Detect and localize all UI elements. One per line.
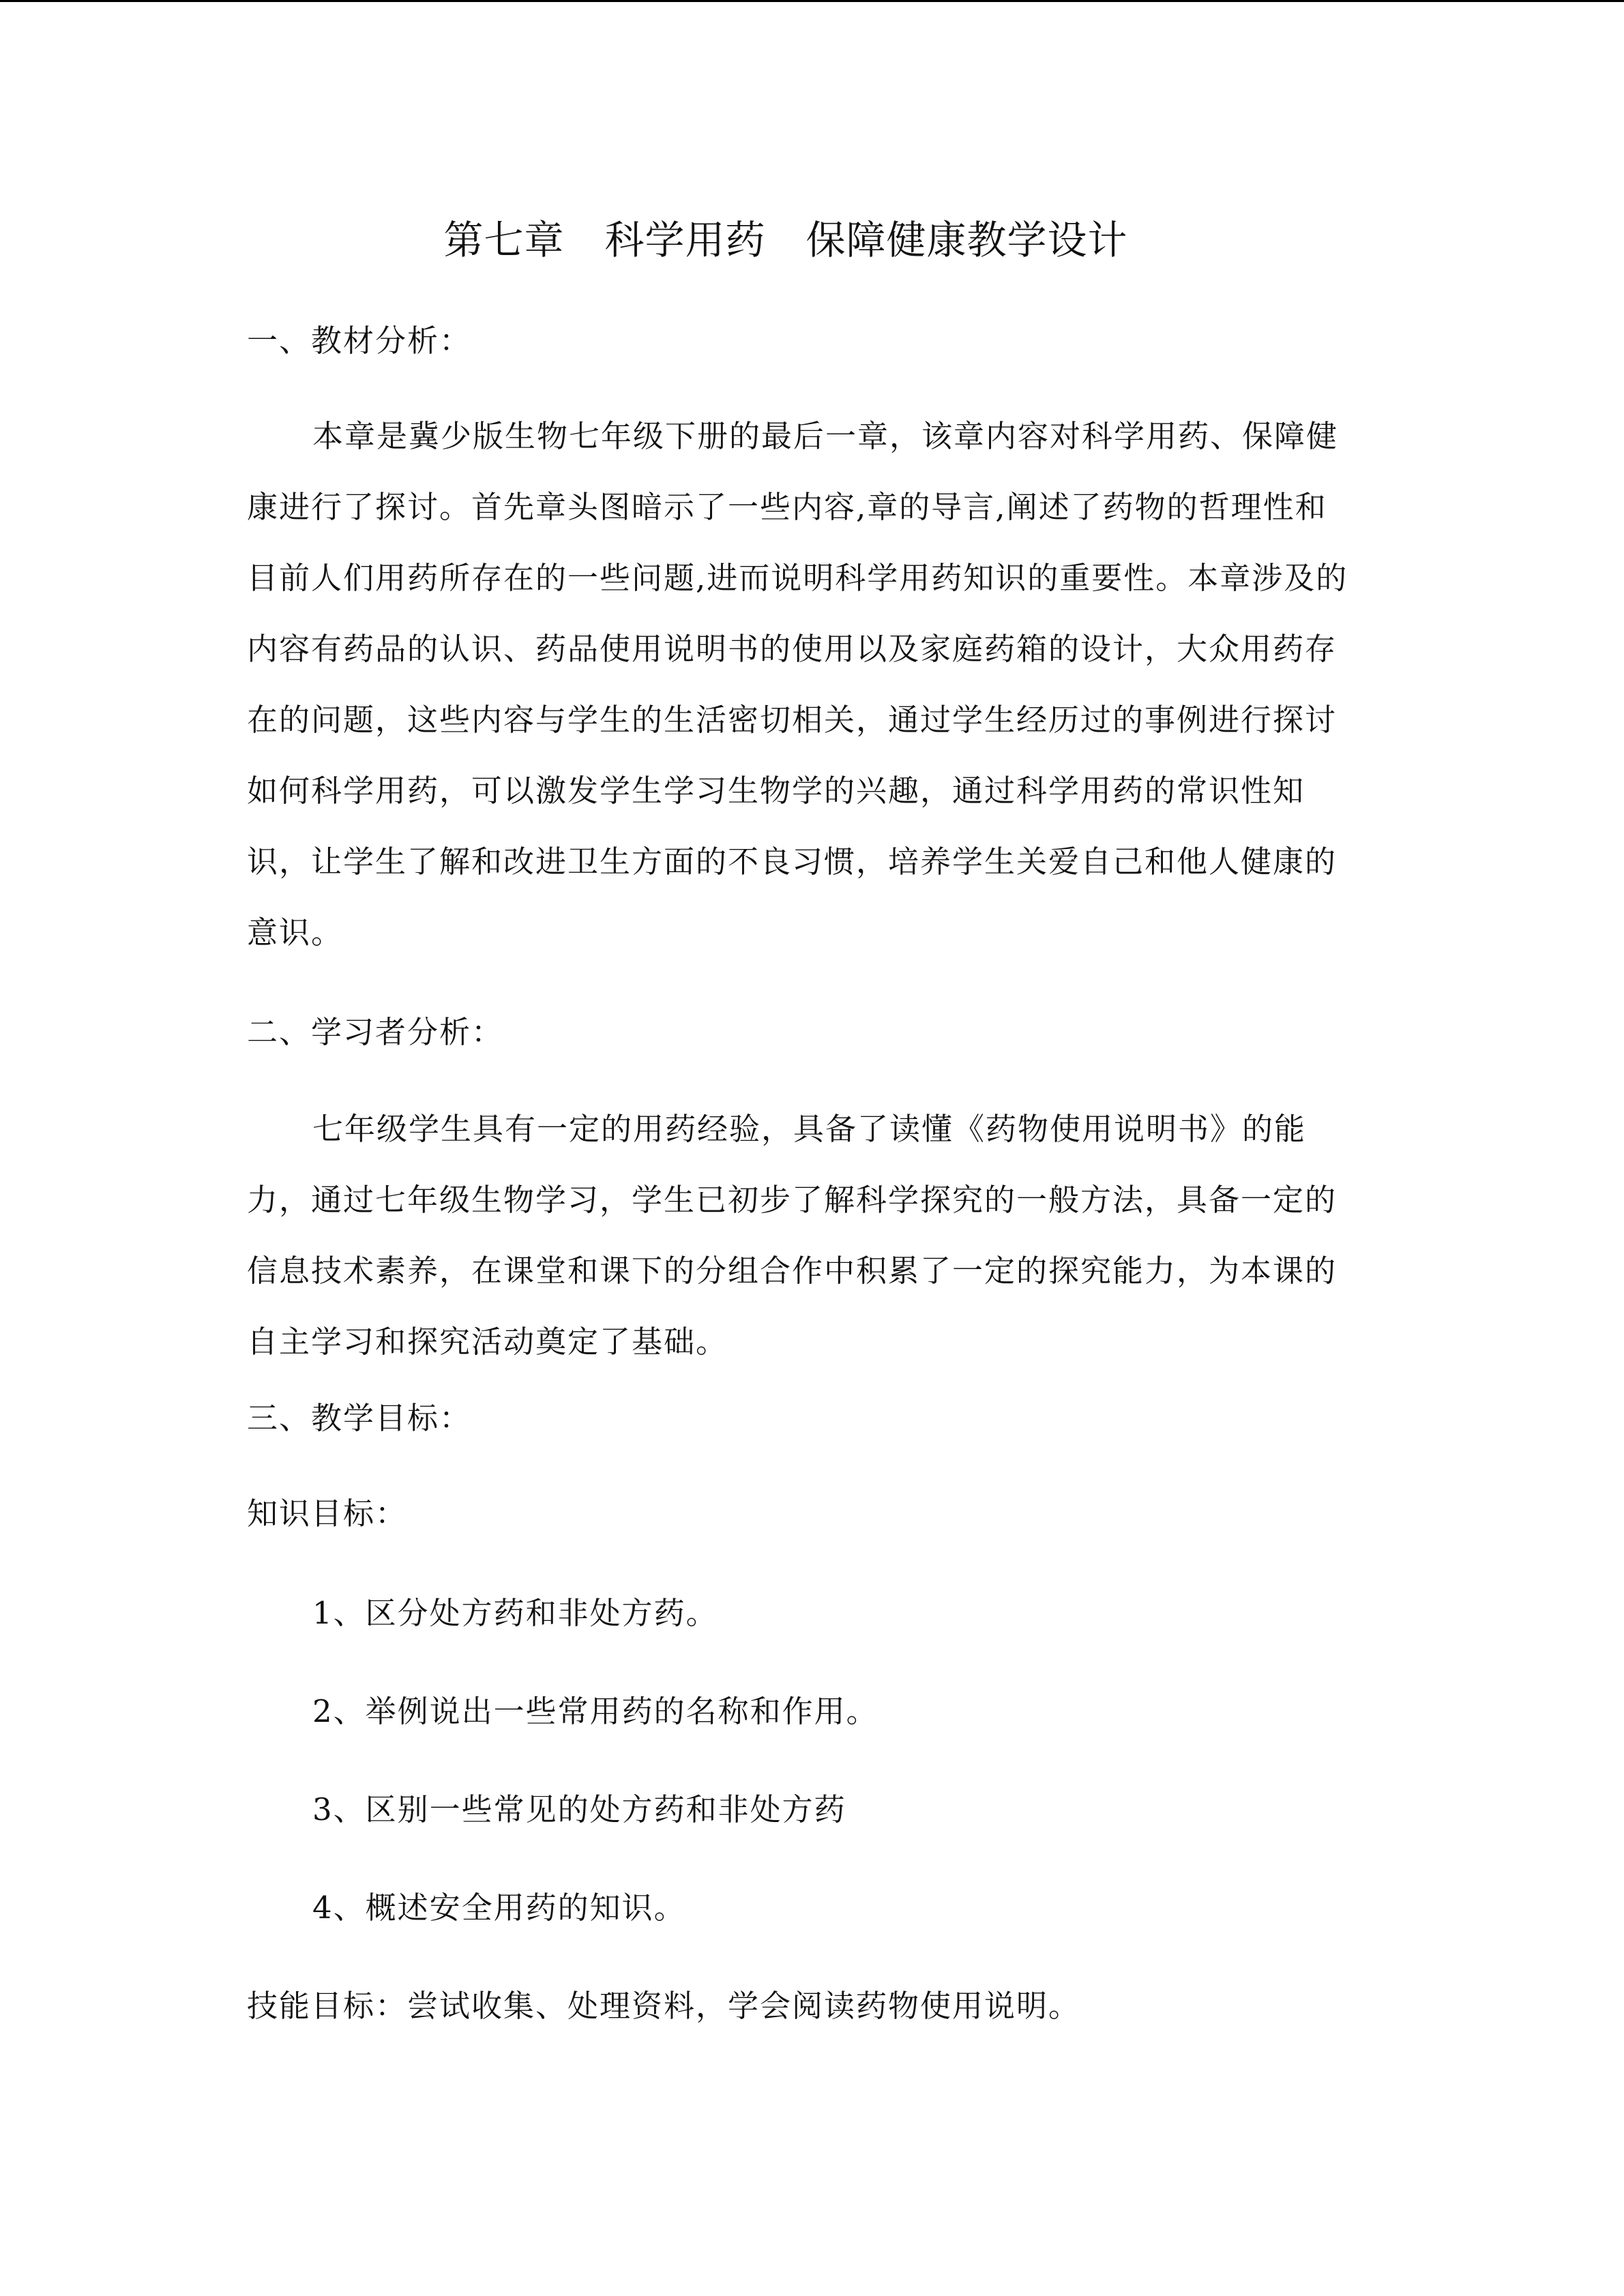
section-heading-learner-analysis: 二、学习者分析： (247, 1014, 504, 1050)
section-heading-textbook-analysis: 一、教材分析： (247, 323, 472, 359)
paragraph-line: 意识。 (247, 914, 344, 951)
section-heading-teaching-objectives: 三、教学目标： (247, 1400, 472, 1436)
objective-item: 4、概述安全用药的知识。 (312, 1890, 686, 1926)
paragraph-line: 信息技术素养，在课堂和课下的分组合作中积累了一定的探究能力，为本课的 (247, 1253, 1338, 1289)
paragraph-line: 自主学习和探究活动奠定了基础。 (247, 1324, 728, 1360)
paragraph-line: 如何科学用药，可以激发学生学习生物学的兴趣，通过科学用药的常识性知 (247, 773, 1305, 809)
paragraph-line: 七年级学生具有一定的用药经验，具备了读懂《药物使用说明书》的能 (312, 1111, 1307, 1147)
page-top-border (0, 0, 1624, 2)
objective-item: 1、区分处方药和非处方药。 (312, 1595, 718, 1631)
paragraph-line: 内容有药品的认识、药品使用说明书的使用以及家庭药箱的设计，大众用药存 (247, 631, 1338, 667)
objective-item: 3、区别一些常见的处方药和非处方药 (312, 1791, 846, 1828)
paragraph-line: 康进行了探讨。首先章头图暗示了一些内容,章的导言,阐述了药物的哲理性和 (247, 489, 1327, 525)
objective-item: 2、举例说出一些常用药的名称和作用。 (312, 1693, 879, 1729)
paragraph-line: 在的问题，这些内容与学生的生活密切相关，通过学生经历过的事例进行探讨 (247, 702, 1338, 738)
paragraph-line: 目前人们用药所存在的一些问题,进而说明科学用药知识的重要性。本章涉及的 (247, 560, 1348, 596)
skill-objective-line: 技能目标：尝试收集、处理资料，学会阅读药物使用说明。 (247, 1988, 1081, 2024)
paragraph-line: 识，让学生了解和改进卫生方面的不良习惯，培养学生关爱自己和他人健康的 (247, 844, 1338, 880)
paragraph-line: 力，通过七年级生物学习，学生已初步了解科学探究的一般方法，具备一定的 (247, 1182, 1338, 1218)
paragraph-line: 本章是冀少版生物七年级下册的最后一章，该章内容对科学用药、保障健 (312, 418, 1339, 454)
knowledge-objectives-heading: 知识目标： (247, 1495, 408, 1532)
document-title: 第七章 科学用药 保障健康教学设计 (443, 217, 1128, 263)
